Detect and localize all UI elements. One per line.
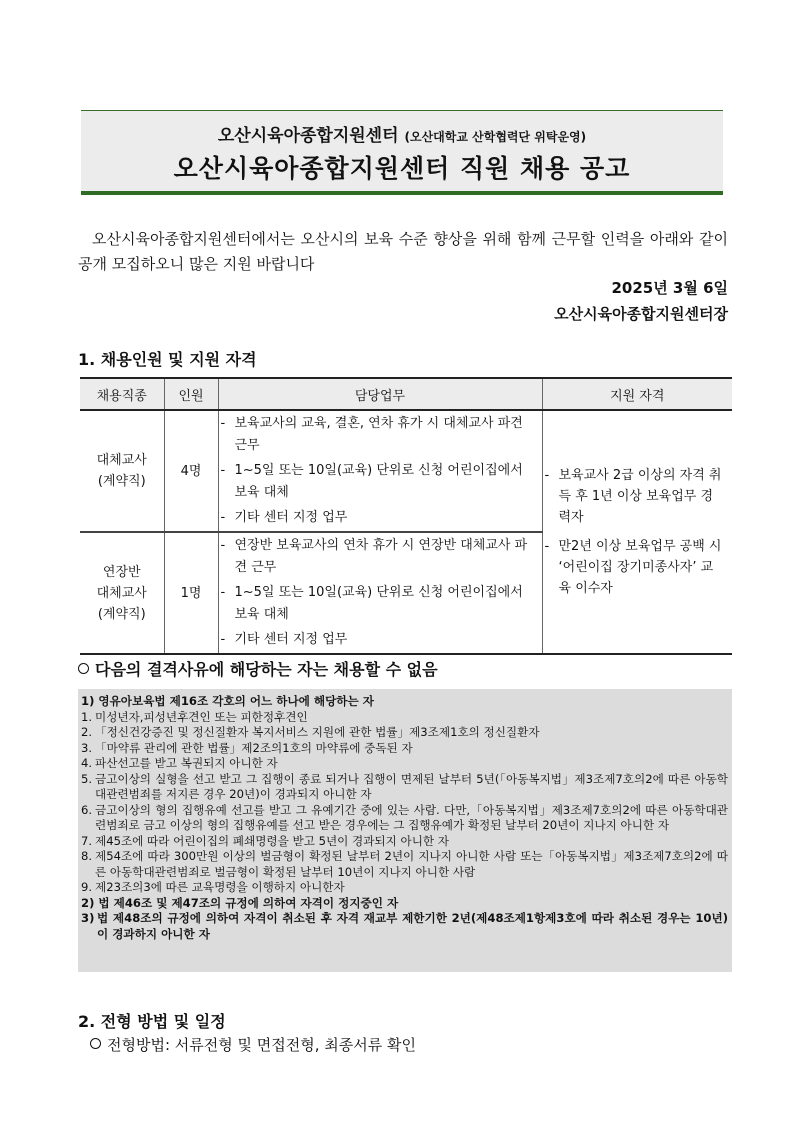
item-text: 파산선고를 받고 복권되지 아니한 자 (95, 756, 278, 770)
headcount: 4명 (164, 410, 218, 532)
job-type-cell (80, 410, 164, 532)
notice-header (81, 110, 723, 195)
item-text: 제45조에 따라 어린이집의 폐쇄명령을 받고 5년이 경과되지 아니한 자 (95, 833, 450, 848)
job-type: 연장반 (102, 564, 141, 580)
header-qual: 지원 자격 (542, 378, 732, 410)
item-number: 2. (81, 725, 93, 739)
item-number: 6. (81, 802, 93, 817)
header-org-note: (오산대학교 산학협력단 위탁운영) (404, 130, 587, 144)
list-item (81, 849, 728, 880)
headcount: 1명 (164, 532, 218, 654)
job-type: 대체교사 (96, 453, 147, 468)
list-item (81, 710, 728, 726)
item-text: 금고이상의 형의 집행유예 선고를 받고 그 유예기간 중에 있는 사람. 다만,「아동복지법」제3조제7호의2에 따른 아동학대관련범죄로 금고 이상의 형의 집행유예를 선고 받은 경우에는 그 집행유예가 확정된 날부터 20년이 지나지 아니한 자 (95, 802, 728, 832)
notice-date: 2025년 3월 6일 (611, 279, 728, 297)
group-number: 3) (81, 911, 95, 925)
duty-item: - 1~5일 또는 10일(교육) 단위로 신청 어린이집에서 보육 대체 (221, 582, 538, 626)
item-text: 금고이상의 실형을 선고 받고 그 집행이 종료 되거나 집행이 면제된 날부터 5년(「아동복지법」제3조제7호의2에 따른 아동학대관련범죄를 저지른 경우 20년)이 경과되지 아니한 자 (95, 771, 728, 801)
item-text: 「마약류 관리에 관한 법률」제2조의1호의 마약류에 중독된 자 (95, 740, 413, 755)
item-number: 8. (81, 849, 93, 863)
list-item (81, 772, 728, 803)
notice-signer: 오산시육아종합지원센터장 (554, 305, 728, 323)
duty-item: - 기타 센터 지정 업무 (221, 507, 538, 529)
disqualification-group-1: 1) 영유아보육법 제16조 각호의 어느 하나에 해당하는 자 (81, 694, 374, 708)
disqualification-box (78, 689, 732, 972)
item-text: 제54조에 따라 300만원 이상의 벌금형이 확정된 날부터 2년이 지나지 아니한 사람 또는「아동복지법」제3조제7호의2에 따른 아동학대관련범죄로 벌금형이 확정된 날부터 10년이 지나지 아니한 사람 (95, 849, 728, 879)
selection-method-text: 전형방법: 서류전형 및 면접전형, 최종서류 확인 (107, 1036, 416, 1054)
item-number: 4. (81, 756, 93, 770)
list-item (81, 803, 728, 834)
item-number: 1. (81, 709, 93, 724)
header-org: 오산시육아종합지원센터 (217, 126, 399, 146)
list-item (81, 834, 728, 850)
item-number: 7. (81, 833, 93, 848)
duty-item: - 연장반 보육교사의 연차 휴가 시 연장반 대체교사 파견 근무 (221, 535, 538, 579)
page-title: 오산시육아종합지원센터 직원 채용 공고 (173, 154, 631, 183)
job-contract: (계약직) (97, 606, 146, 622)
circle-bullet-icon (78, 663, 89, 674)
item-number: 3. (81, 740, 93, 755)
intro-text: 오산시육아종합지원센터에서는 오산시의 보육 수준 향상을 위해 함께 근무할 인력을 아래와 같이 공개 모집하오니 많은 지원 바랍니다 (78, 230, 728, 273)
disqualification-group-3 (81, 911, 728, 942)
duty-item: - 기타 센터 지정 업무 (221, 629, 538, 651)
item-number: 5. (81, 771, 93, 786)
list-item (81, 725, 728, 741)
list-item (81, 880, 728, 896)
list-item (81, 741, 728, 757)
qualification-cell (542, 410, 732, 654)
qualification-item: - 만2년 이상 보육업무 공백 시 ‘어린이집 장기미종사자’ 교육 이수자 (545, 536, 725, 599)
duty-item: - 1~5일 또는 10일(교육) 단위로 신청 어린이집에서 보육 대체 (221, 460, 538, 504)
table-row (80, 410, 732, 532)
duty-cell (218, 410, 542, 532)
disqualification-group-2: 2) 법 제46조 및 제47조의 규정에 의하여 자격이 정지중인 자 (81, 895, 399, 910)
disqualification-heading-text: 다음의 결격사유에 해당하는 자는 채용할 수 없음 (95, 660, 438, 679)
group-text: 법 제48조의 규정에 의하여 자격이 취소된 후 자격 재교부 제한기한 2년(제48조제1항제3호에 따라 취소된 경우는 10년)이 경과하지 아니한 자 (97, 911, 728, 941)
list-item (81, 756, 728, 772)
qualification-item: - 보육교사 2급 이상의 자격 취득 후 1년 이상 보육업무 경력자 (545, 465, 725, 528)
item-text: 제23조의3에 따른 교육명령을 이행하지 아니한자 (95, 880, 345, 894)
disqualification-heading (78, 657, 438, 680)
job-type: 대체교사 (96, 585, 147, 601)
table-header-row (80, 378, 732, 410)
header-count: 인원 (164, 378, 218, 410)
header-type: 채용직종 (80, 378, 164, 410)
selection-method (90, 1034, 416, 1055)
item-number: 9. (81, 880, 93, 894)
circle-bullet-icon (90, 1038, 101, 1049)
header-org-line (81, 121, 723, 146)
item-text: 「정신건강증진 및 정신질환자 복지서비스 지원에 관한 법률」제3조제1호의 정신질환자 (95, 725, 540, 739)
job-contract: (계약직) (97, 474, 146, 489)
job-type-cell (80, 532, 164, 654)
recruitment-table (80, 377, 732, 655)
header-duty: 담당업무 (218, 378, 542, 410)
section1-title: 1. 채용인원 및 지원 자격 (78, 350, 257, 369)
section2-title: 2. 전형 방법 및 일정 (78, 1012, 226, 1031)
duty-item: - 보육교사의 교육, 결혼, 연차 휴가 시 대체교사 파견 근무 (221, 413, 538, 457)
duty-cell (218, 532, 542, 654)
item-text: 미성년자,피성년후견인 또는 피한정후견인 (95, 709, 308, 724)
intro-paragraph (78, 227, 728, 277)
